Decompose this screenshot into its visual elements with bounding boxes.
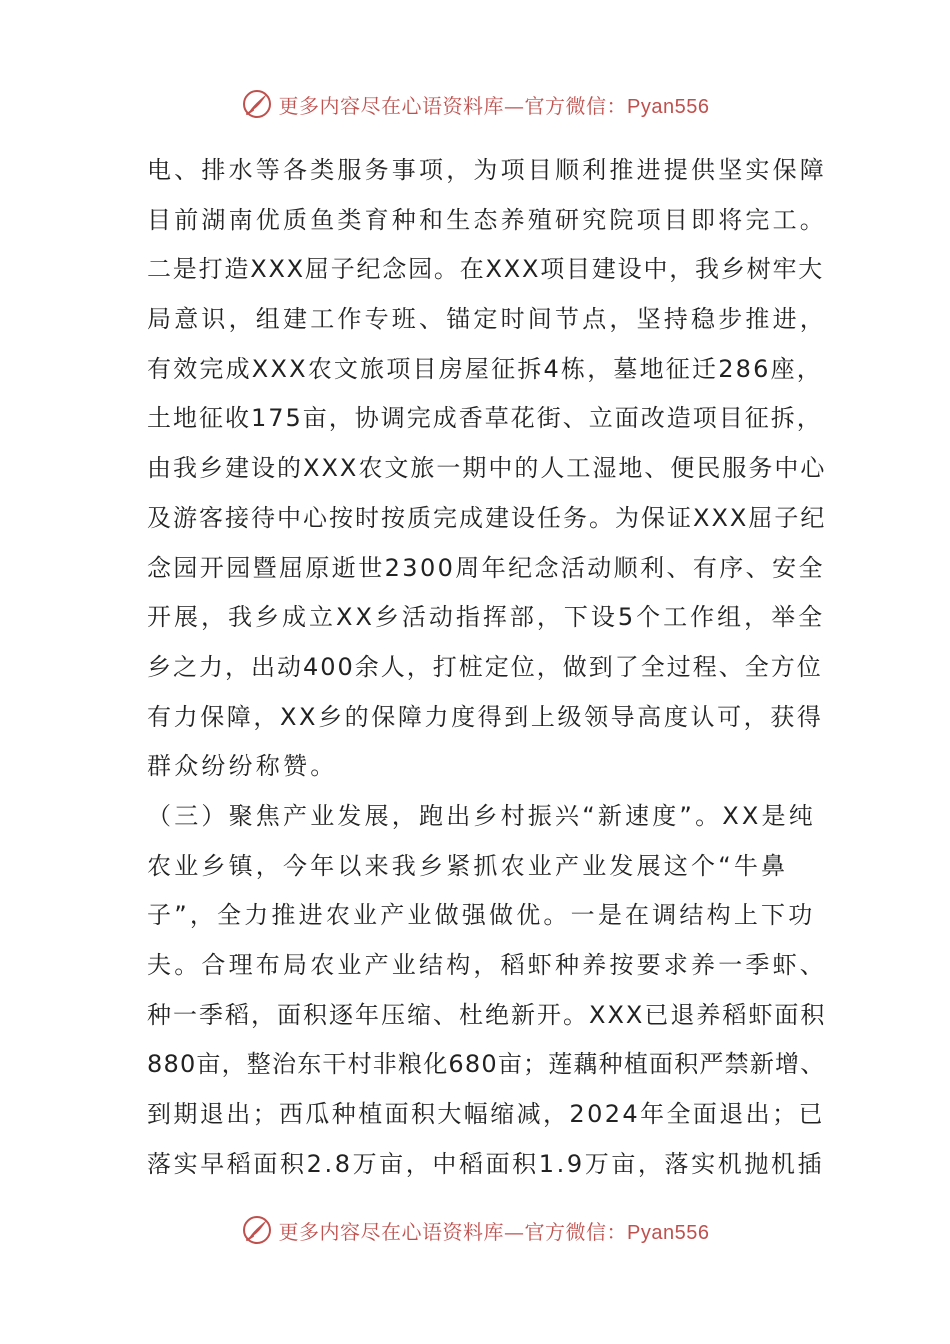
body-line: 农业乡镇，今年以来我乡紧抓农业产业发展这个“牛鼻 [147,851,789,880]
document-body [147,146,827,1189]
body-line: 落实早稻面积2.8万亩，中稻面积1.9万亩，落实机抛机插 [147,1149,825,1178]
body-line: 电、排水等各类服务事项，为项目顺利推进提供坚实保障 [147,156,827,184]
quill-logo-icon [241,1214,273,1246]
body-line: 念园开园暨屈原逝世2300周年纪念活动顺利、有序、安全 [147,553,825,582]
body-line: 土地征收175亩，协调完成香草花街、立面改造项目征拆， [147,404,823,433]
quill-logo-icon [241,88,273,120]
body-line: 乡之力，出动400余人，打桩定位，做到了全过程、全方位 [147,652,823,681]
body-line: 有效完成XXX农文旅项目房屋征拆4栋，墓地征迁286座， [147,354,824,383]
watermark-text: 更多内容尽在心语资料库—官方微信：Pyan556 [278,1219,710,1244]
body-line: 开展，我乡成立XX乡活动指挥部，下设5个工作组，举全 [147,603,826,632]
body-line: 及游客接待中心按时按质完成建设任务。为保证XXX屈子纪 [147,503,827,532]
body-line: 局意识，组建工作专班、锚定时间节点，坚持稳步推进， [147,305,827,334]
body-line: 群众纷纷称赞。 [147,752,338,781]
footer-watermark [0,1210,950,1250]
watermark-text: 更多内容尽在心语资料库—官方微信：Pyan556 [278,93,710,118]
body-line: 880亩，整治东干村非粮化680亩；莲藕种植面积严禁新增、 [147,1050,826,1079]
body-line: 目前湖南优质鱼类育种和生态养殖研究院项目即将完工。 [147,205,827,234]
watermark-wechat-id: Pyan556 [627,1221,710,1244]
body-line: 子”，全力推进农业产业做强做优。一是在调结构上下功 [147,901,816,930]
section-heading-line: （三）聚焦产业发展，跑出乡村振兴“新速度”。XX是纯 [147,801,816,830]
body-line: 有力保障，XX乡的保障力度得到上级领导高度认可，获得 [147,702,824,731]
header-watermark [0,84,950,124]
body-line: 夫。合理布局农业产业结构，稻虾种养按要求养一季虾、 [147,951,827,979]
body-line: 种一季稻，面积逐年压缩、杜绝新开。XXX已退养稻虾面积 [147,1000,827,1029]
watermark-wechat-id: Pyan556 [627,95,710,118]
body-line: 二是打造XXX屈子纪念园。在XXX项目建设中，我乡树牢大 [147,255,825,284]
body-line: 由我乡建设的XXX农文旅一期中的人工湿地、便民服务中心 [147,454,827,483]
body-line: 到期退出；西瓜种植面积大幅缩减，2024年全面退出；已 [147,1100,825,1129]
